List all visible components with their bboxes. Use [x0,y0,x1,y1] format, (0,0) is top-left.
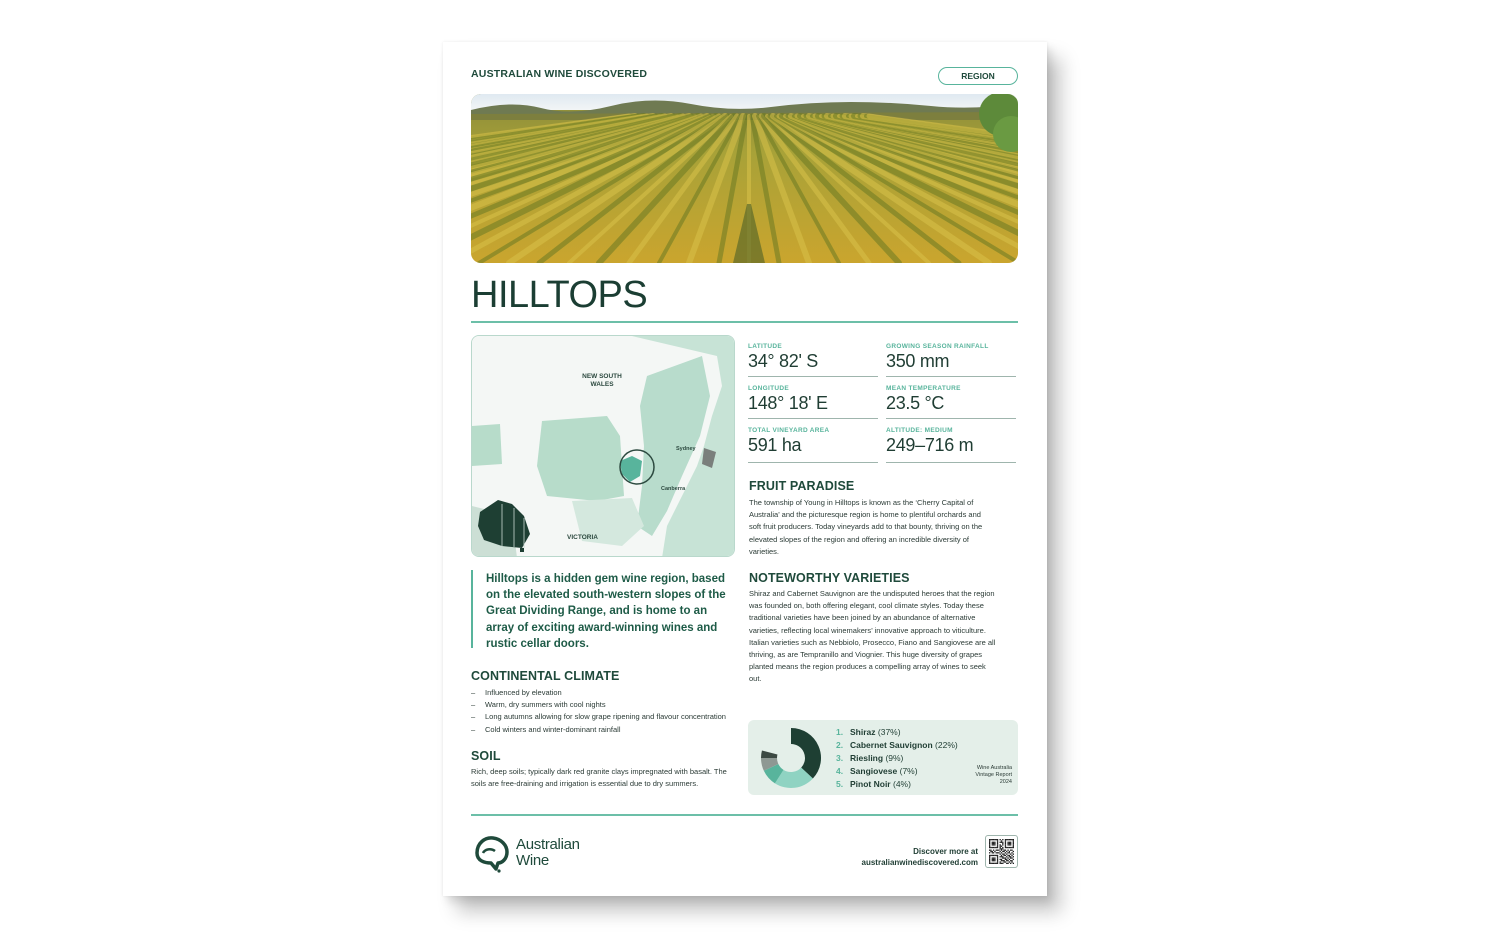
legend-item [836,778,958,791]
climate-list [471,687,741,736]
region-badge: REGION [938,67,1018,85]
legend-name: Sangiovese [850,766,898,776]
noteworthy-text: Shiraz and Cabernet Sauvignon are the undisputed heroes that the region was founded on, both offering elegant, cool climate styles. Today these traditional varieties have been joined by an abundance of alternative varieties, reflecting local winemakers’ innovative approach to viticulture. Italian varieties such as Nebbiolo, Prosecco, Fiano and Sangiovese are all thriving, as are Tempranillo and Viognier. This huge diversity of grapes planted means the region produces a compelling array of wines to seek out. [749,589,996,684]
legend-percent: (22%) [935,740,958,750]
stat-label: ALTITUDE: MEDIUM [886,427,953,434]
quote-accent-bar [471,570,473,648]
brand-header: AUSTRALIAN WINE DISCOVERED [471,68,648,80]
region-map [471,335,735,557]
title-divider [471,321,1018,323]
legend-name: Pinot Noir [850,779,891,789]
australian-wine-logo-icon [471,835,511,878]
legend-name: Cabernet Sauvignon [850,740,933,750]
map-label-nsw: NEW SOUTH WALES [582,373,622,388]
chart-source [975,765,1012,786]
source-line: 2024 [999,779,1012,785]
legend-item [836,739,958,752]
list-item: – Influenced by elevation [471,687,741,699]
hero-vineyard-image [471,94,1018,263]
climate-heading: CONTINENTAL CLIMATE [471,669,620,683]
legend-number: 2. [836,740,844,750]
stat-value: 249–716 m [886,435,974,455]
legend-number: 3. [836,753,844,763]
list-item: – Long autumns allowing for slow grape ripening and flavour concentration [471,711,741,723]
legend-item [836,752,958,765]
varieties-legend [836,726,958,791]
stat-vineyard-area [748,419,878,463]
stat-value: 591 ha [748,435,802,455]
page-title: HILLTOPS [471,274,648,316]
stat-altitude [886,419,1016,463]
donut-slice-shiraz [791,728,821,779]
donut-chart [758,724,828,792]
stat-value: 148° 18' E [748,393,828,413]
legend-number: 1. [836,727,844,737]
stat-longitude [748,377,878,419]
stat-rainfall [886,335,1016,377]
legend-name: Shiraz [850,727,876,737]
intro-quote: Hilltops is a hidden gem wine region, based on the elevated south-western slopes of the Great Dividing Range, and is home to an array of exciting award-winning wines and rustic cellar doors. [486,573,726,650]
source-line: Wine Australia [976,765,1012,771]
stat-label: LATITUDE [748,343,783,350]
legend-percent: (7%) [899,766,918,776]
map-label-sydney: Sydney [676,446,696,452]
stat-latitude [748,335,878,377]
map-label-canberra: Canberra [661,486,686,492]
legend-percent: (4%) [892,779,911,789]
stat-value: 34° 82' S [748,351,818,371]
discover-label: Discover more at [913,847,978,856]
stat-label: MEAN TEMPERATURE [886,385,961,392]
legend-number: 5. [836,779,844,789]
stat-value: 23.5 °C [886,393,945,413]
source-line: Vintage Report [975,772,1012,778]
legend-percent: (9%) [885,753,904,763]
legend-item [836,765,958,778]
stat-label: TOTAL VINEYARD AREA [748,427,830,434]
stat-mean-temperature [886,377,1016,419]
qr-code-icon[interactable] [985,835,1018,868]
footer-divider [471,814,1018,816]
stat-label: GROWING SEASON RAINFALL [886,343,989,350]
discover-more [803,846,978,868]
legend-name: Riesling [850,753,884,763]
soil-text: Rich, deep soils; typically dark red granite clays impregnated with basalt. The soils are free-draining and irrigation is essential due to dry summers. [471,767,727,789]
noteworthy-heading: NOTEWORTHY VARIETIES [749,571,910,585]
website-link[interactable]: australianwinediscovered.com [861,858,978,867]
map-label-victoria: VICTORIA [567,534,598,541]
logo-line: Wine [516,852,549,869]
fact-sheet [443,42,1047,896]
legend-item [836,726,958,739]
legend-number: 4. [836,766,844,776]
fruit-heading: FRUIT PARADISE [749,479,855,493]
varieties-chart [748,720,1018,795]
fruit-text: The township of Young in Hilltops is known as the ‘Cherry Capital of Australia’ and the picturesque region is home to plentiful orchards and soft fruit producers. Today vineyards add to that bounty, thriving on the elevated slopes of the region and offering an incredible diversity of varieties. [749,498,983,556]
logo-line: Australian [516,836,580,853]
logo-wordmark [516,837,580,869]
list-item: – Warm, dry summers with cool nights [471,699,741,711]
soil-heading: SOIL [471,749,501,763]
stat-value: 350 mm [886,351,950,371]
legend-percent: (37%) [877,727,901,737]
stat-label: LONGITUDE [748,385,789,392]
list-item: – Cold winters and winter-dominant rainfall [471,724,741,736]
donut-slice-pinot-noir [761,751,777,758]
